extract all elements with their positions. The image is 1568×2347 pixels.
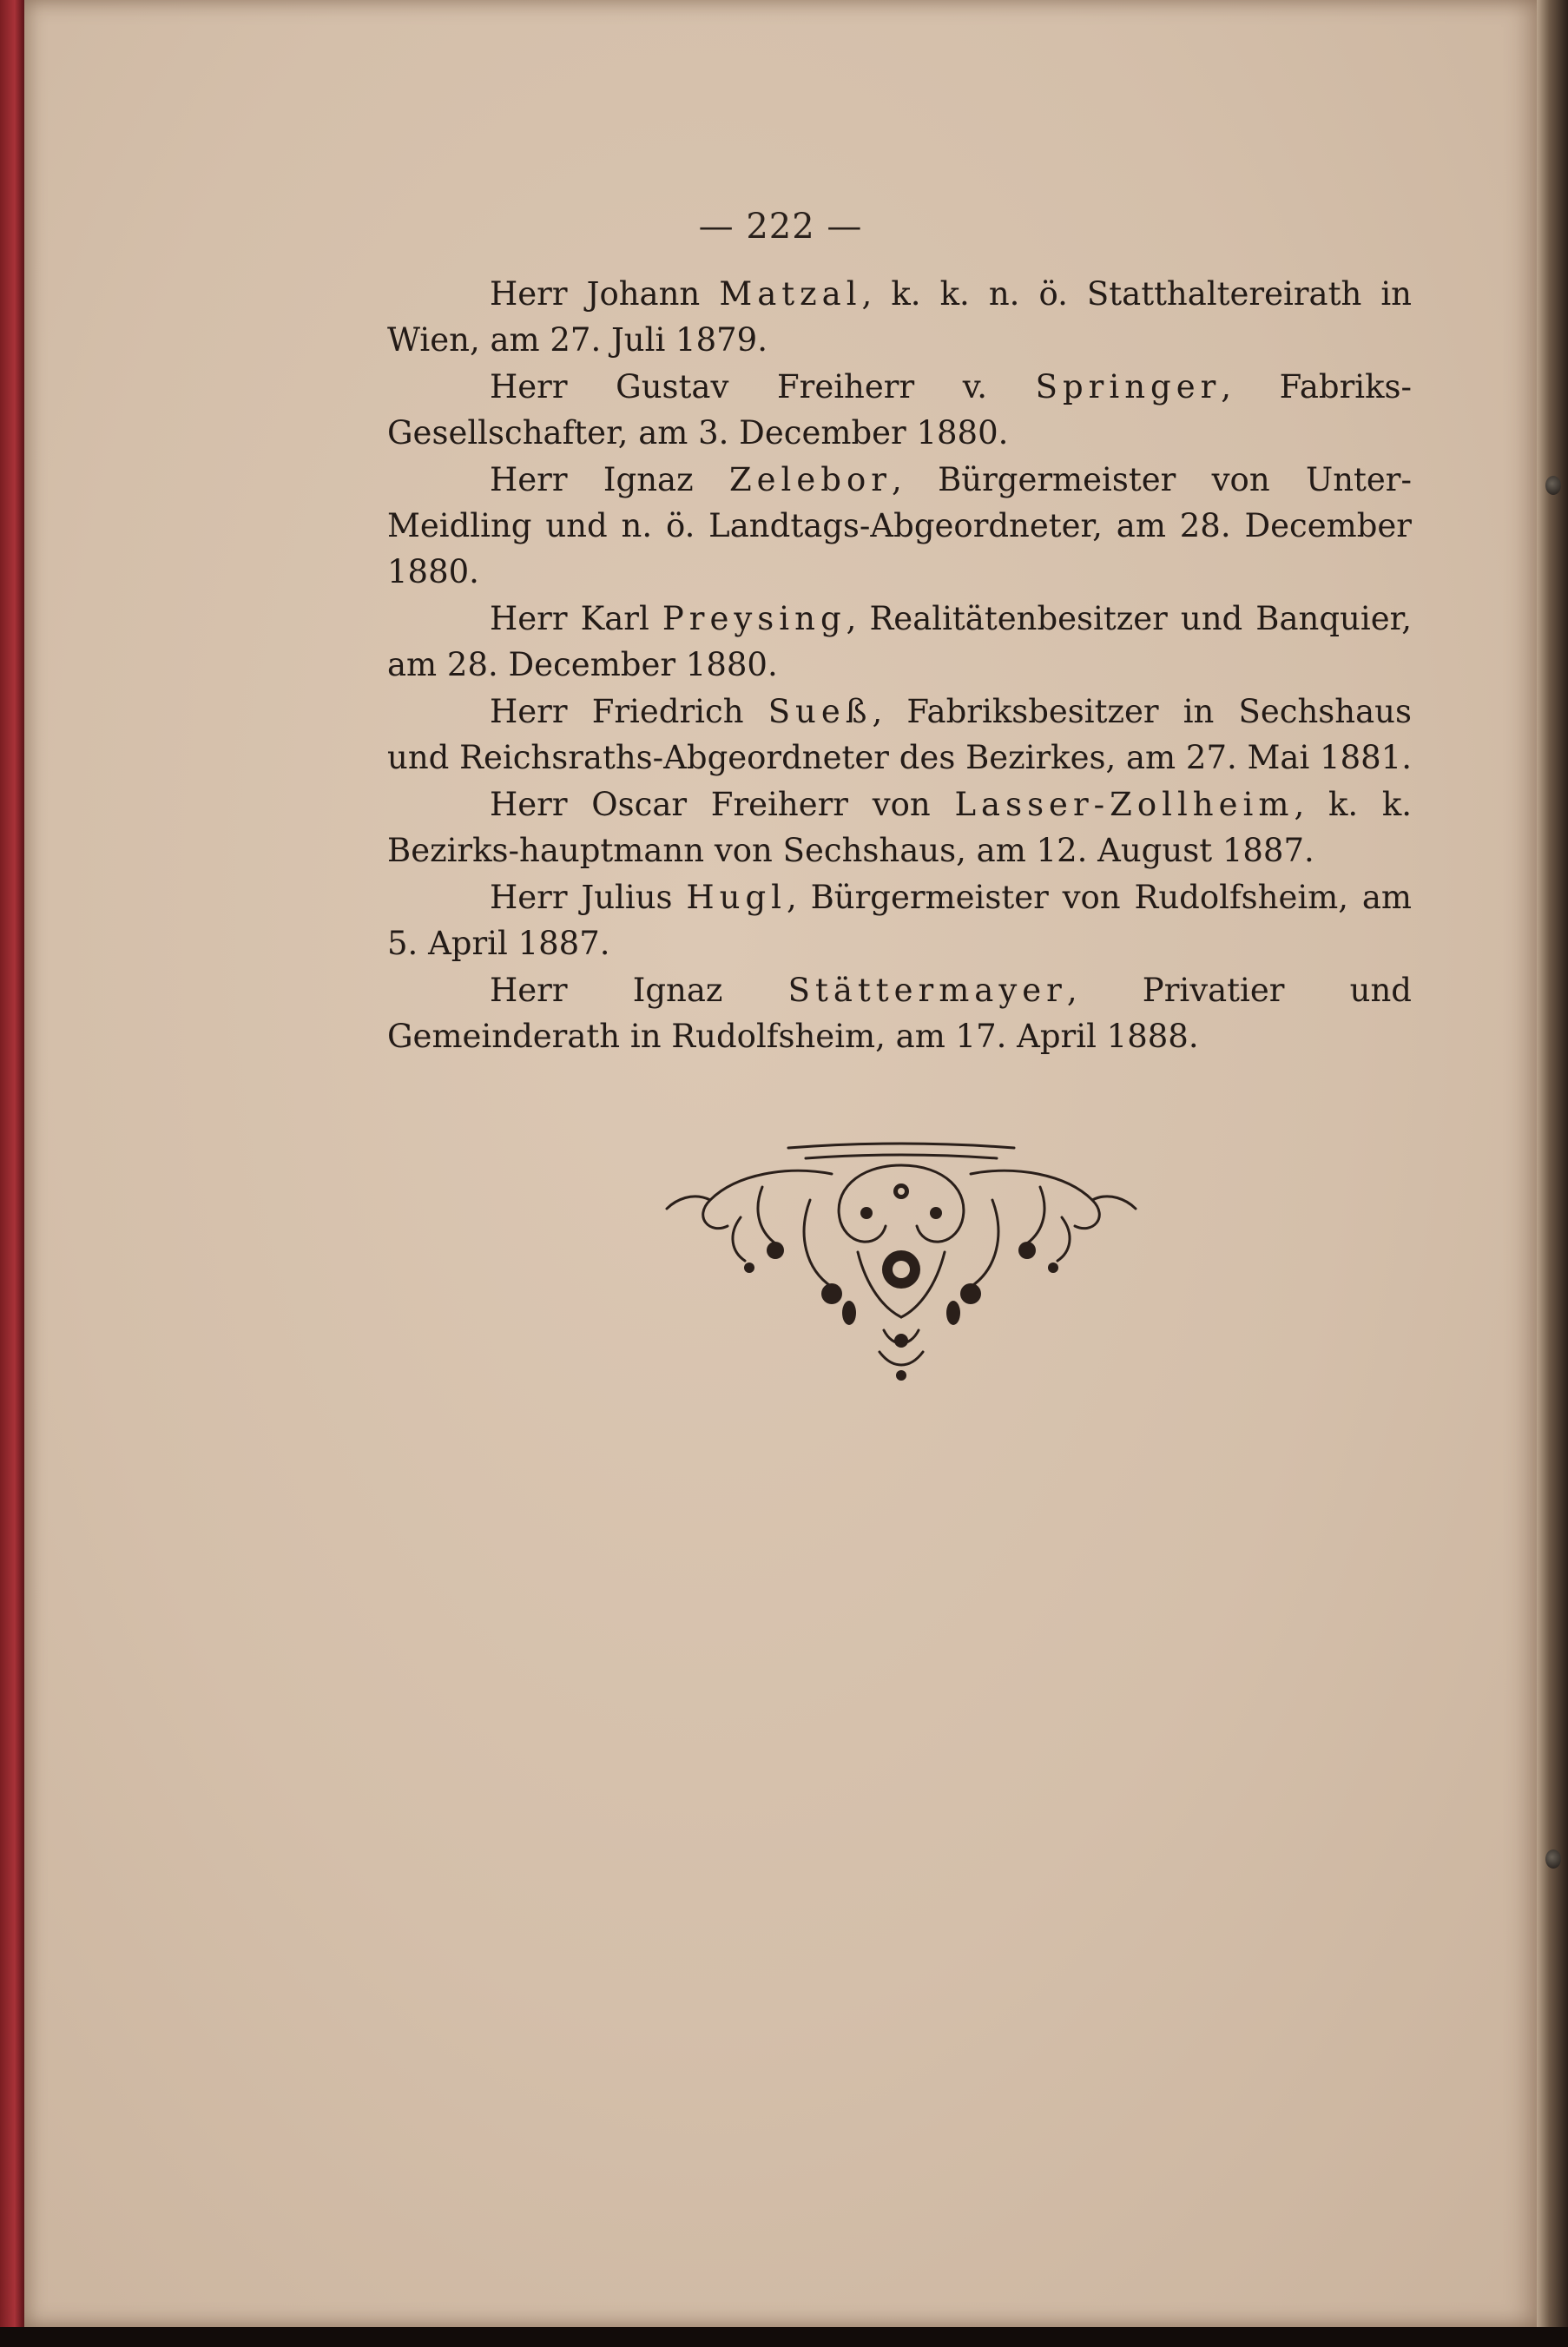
entry-name: Friedrich <box>591 693 744 730</box>
entry-name: Ignaz <box>632 972 723 1009</box>
entry-description: Bürgermeister von Unter-Meidling und n. ö. Landtags-Abgeordneter, am 28. December 1880. <box>387 461 1412 590</box>
entry-surname: Lasser-Zollheim <box>954 786 1295 823</box>
entry-description: Fabriksbesitzer in Sechshaus und Reichsraths-Abgeordneter des Bezirkes, am 27. Mai 1881. <box>387 693 1412 776</box>
entry-name: Ignaz <box>603 461 694 498</box>
entry-description: Privatier und Gemeinderath in Rudolfsheim, am 17. April 1888. <box>387 972 1412 1055</box>
entry-honorific: Herr <box>490 600 568 637</box>
entry-surname: Springer <box>1035 368 1222 405</box>
entry-honorific: Herr <box>490 693 568 730</box>
entry-description: Realitätenbesitzer und Banquier, am 28. December 1880. <box>387 600 1412 683</box>
entry-name: Julius <box>581 879 673 916</box>
entry-lasser-zollheim: Herr Oscar Freiherr von Lasser-Zollheim, k. k. Bezirks-hauptmann von Sechshaus, am 12. August 1887. <box>387 786 1413 869</box>
entry-honorific: Herr <box>490 786 568 823</box>
red-binding-edge <box>0 0 24 2347</box>
entry-hugl: Herr Julius Hugl, Bürgermeister von Rudolfsheim, am 5. April 1887. <box>387 879 1412 962</box>
entry-springer: Herr Gustav Freiherr v. Springer, Fabriks-Gesellschafter, am 3. December 1880. <box>387 368 1413 452</box>
entry-matzal: Herr Johann Matzal, k. k. n. ö. Statthaltereirath in Wien, am 27. Juli 1879. <box>387 275 1413 359</box>
entry-surname: Hugl <box>686 879 787 916</box>
entry-surname: Preysing <box>662 600 847 637</box>
entry-honorific: Herr <box>490 879 568 916</box>
entry-surname: Stättermayer <box>787 972 1067 1009</box>
entry-name: Oscar Freiherr von <box>591 786 931 823</box>
page-fore-edge <box>1537 0 1568 2347</box>
binding-clasp <box>1545 476 1561 495</box>
entry-surname: Zelebor <box>728 461 892 498</box>
entry-name: Johann <box>586 275 701 313</box>
entry-name: Gustav Freiherr v. <box>616 368 988 405</box>
entry-zelebor: Herr Ignaz Zelebor, Bürgermeister von Unter-Meidling und n. ö. Landtags-Abgeordneter, am 28. December 1880. <box>387 461 1412 590</box>
book-page <box>24 0 1537 2327</box>
entry-description: Fabriks-Gesellschafter, am 3. December 1880. <box>387 368 1413 452</box>
entry-description: Bürgermeister von Rudolfsheim, am 5. April 1887. <box>387 879 1412 962</box>
floral-vignette-icon <box>658 1139 1144 1391</box>
entry-surname: Matzal <box>719 275 862 313</box>
book-bottom-edge <box>0 2327 1568 2347</box>
entry-honorific: Herr <box>490 275 568 313</box>
page-number: — 222 — <box>698 207 863 247</box>
entry-surname: Sueß <box>768 693 873 730</box>
entry-honorific: Herr <box>490 461 568 498</box>
entry-description: k. k. n. ö. Statthaltereirath in Wien, am 27. Juli 1879. <box>387 275 1413 359</box>
entry-preysing: Herr Karl Preysing, Realitätenbesitzer und Banquier, am 28. December 1880. <box>387 600 1412 683</box>
entry-honorific: Herr <box>490 368 568 405</box>
entry-description: k. k. Bezirks-hauptmann von Sechshaus, am 12. August 1887. <box>387 786 1413 869</box>
entry-name: Karl <box>580 600 649 637</box>
entry-suess: Herr Friedrich Sueß, Fabriksbesitzer in Sechshaus und Reichsraths-Abgeordneter des Bezirkes, am 27. Mai 1881. <box>387 693 1412 776</box>
entry-honorific: Herr <box>490 972 568 1009</box>
honorary-citizens-list <box>387 271 1412 1060</box>
entry-staettermayer: Herr Ignaz Stättermayer, Privatier und Gemeinderath in Rudolfsheim, am 17. April 1888. <box>387 972 1412 1055</box>
binding-clasp <box>1545 1849 1561 1869</box>
